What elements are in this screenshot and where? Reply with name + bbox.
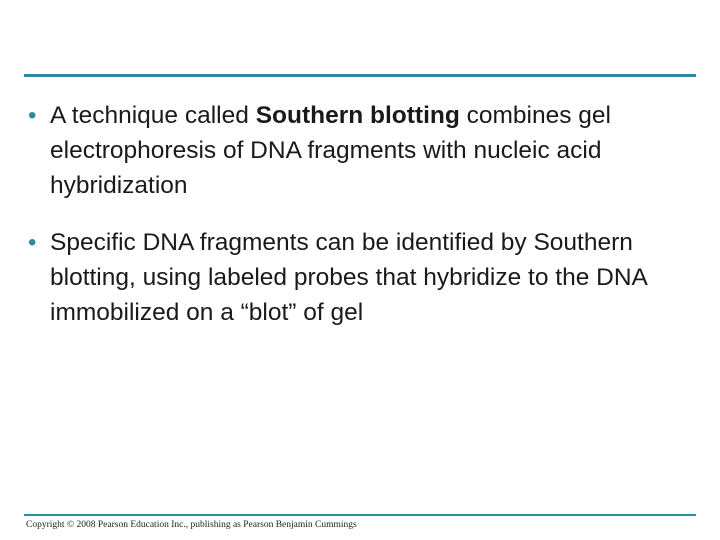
top-divider (24, 74, 696, 77)
bullet-icon: • (28, 102, 37, 129)
bullet-text: Specific DNA fragments can be identified by Southern blotting, using labeled probes that hybridize to the DNA immobilized on a “blot” of gel (50, 229, 647, 326)
bullet-text-before: A technique called (50, 102, 256, 129)
bullet-item-probes (28, 225, 688, 330)
bottom-divider (24, 514, 696, 516)
bullet-icon: • (28, 229, 37, 256)
bullet-text-bold-term: Southern blotting (255, 102, 460, 129)
bullet-text-after: combines gel electrophoresis of DNA fragments with nucleic acid hybridization (50, 102, 611, 199)
bullet-list (28, 98, 688, 352)
copyright-footer: Copyright © 2008 Pearson Education Inc., publishing as Pearson Benjamin Cummings (26, 520, 357, 530)
bullet-item-southern-blotting (28, 98, 688, 203)
